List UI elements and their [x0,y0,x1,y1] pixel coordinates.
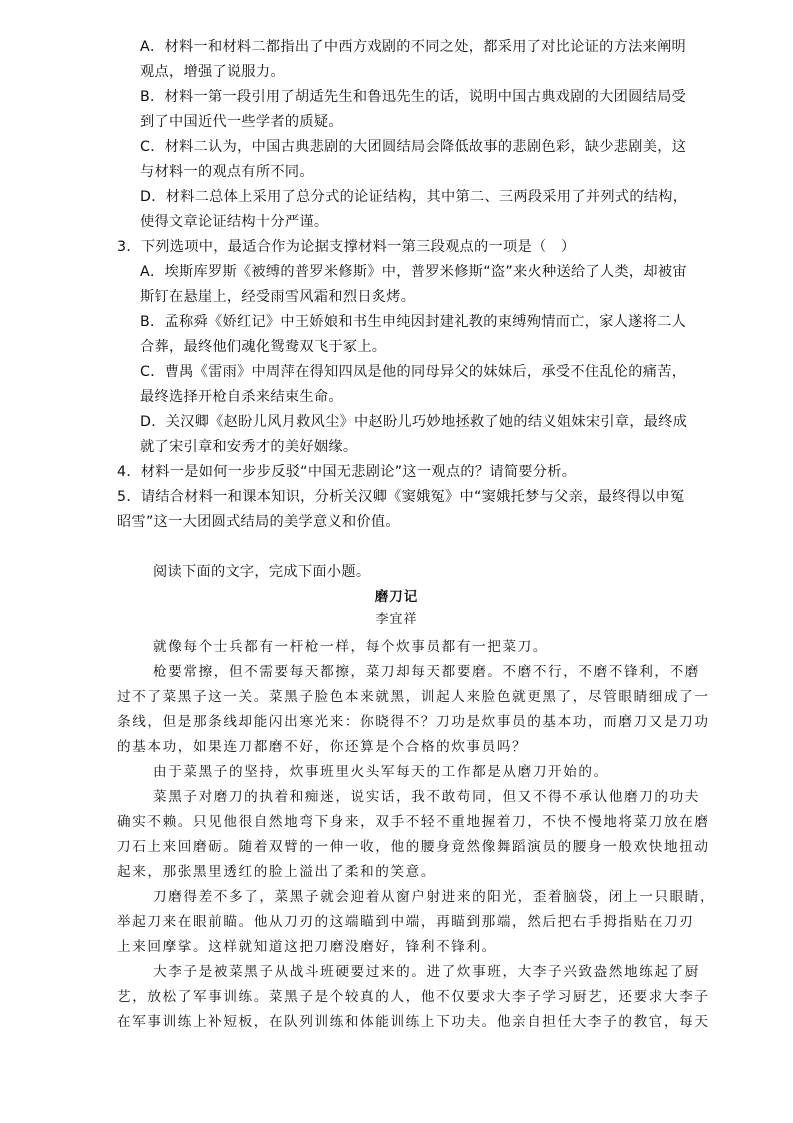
story-line: 条线，但是那条线却能闪出寒光来：你晓得不？刀功是炊事员的基本功，而磨刀又是刀功 [117,714,710,730]
story-line: 由于菜黑子的坚持，炊事班里火头军每天的工作都是从磨刀开始的。 [153,764,609,780]
story-line: 菜黑子对磨刀的执着和痴迷，说实话，我不敢苟同，但又不得不承认他磨刀的功夫 [153,789,700,805]
q3-option-d-line2: 就了宋引章和安秀才的美好姻缘。 [140,439,358,455]
q2-option-c-line2: 与材料一的观点有所不同。 [140,164,314,180]
q2-option-a-line2: 观点，增强了说服力。 [140,64,285,80]
story-line: 刀磨得差不多了，菜黑子就会迎着从窗户射进来的阳光，歪着脑袋，闭上一只眼睛， [153,889,716,905]
story-line: 的基本功，如果连刀都磨不好，你还算是个合格的炊事员吗？ [117,739,528,755]
story-line: 枪要常擦，但不需要每天都擦，菜刀却每天都要磨。不磨不行，不磨不锋利，不磨 [153,664,700,680]
story-title: 磨刀记 [374,589,419,605]
q2-option-b-line1: B．材料一第一段引用了胡适先生和鲁迅先生的话，说明中国古典戏剧的大团圆结局受 [140,89,687,105]
q3-option-b-line2: 合葬，最终他们魂化鸳鸯双飞于冢上。 [140,339,387,355]
q3-option-d-line1: D．关汉卿《赵盼儿风月救风尘》中赵盼儿巧妙地拯救了她的结义姐妹宋引章，最终成 [140,414,688,430]
q3-option-c-line1: C．曹禺《雷雨》中周萍在得知四凤是他的同母异父的妹妹后，承受不住乱伦的痛苦， [140,364,687,380]
story-line: 举起刀来在眼前瞄。他从刀刃的这端瞄到中端，再瞄到那端，然后把右手拇指贴在刀刃 [117,914,695,930]
reading-instruction: 阅读下面的文字，完成下面小题。 [153,564,371,580]
story-line: 确实不赖。只见他很自然地弯下身来，双手不轻不重地握着刀，不快不慢地将菜刀放在磨 [117,814,710,830]
q5-stem-line1: 5．请结合材料一和课本知识，分析关汉卿《窦娥冤》中“窦娥托梦与父亲，最终得以申冤 [117,489,685,505]
story-line: 大李子是被菜黑子从战斗班硬要过来的。进了炊事班，大李子兴致盎然地练起了厨 [153,964,700,980]
q2-option-d-line2: 使得文章论证结构十分严谨。 [140,214,329,230]
story-line: 就像每个士兵都有一杆枪一样，每个炊事员都有一把菜刀。 [153,639,549,655]
q3-option-b-line1: B．孟称舜《娇红记》中王娇娘和书生申纯因封建礼教的束缚殉情而亡，家人遂将二人 [140,314,687,330]
q2-option-b-line2: 到了中国近代一些学者的质疑。 [140,114,343,130]
story-line: 起来，那张黑里透红的脸上溢出了柔和的笑意。 [117,864,437,880]
story-line: 刀石上来回磨砺。随着双臂的一伸一收，他的腰身竟然像舞蹈演员的腰身一般欢快地扭动 [117,839,710,855]
story-author: 李宜祥 [375,612,418,627]
q5-stem-line2: 昭雪”这一大团圆式结局的美学意义和价值。 [117,514,400,530]
q2-option-c-line1: C．材料二认为，中国古典悲剧的大团圆结局会降低故事的悲剧色彩，缺少悲剧美，这 [140,139,687,155]
q3-stem: 3．下列选项中，最适合作为论据支撑材料一第三段观点的一项是（ ） [117,239,576,255]
story-line: 过不了菜黑子这一关。菜黑子脸色本来就黑，训起人来脸色就更黑了，尽管眼睛细成了一 [117,689,710,705]
q2-option-d-line1: D．材料二总体上采用了总分式的论证结构，其中第二、三两段采用了并列式的结构， [140,189,688,205]
story-line: 艺，放松了军事训练。菜黑子是个较真的人，他不仅要求大李子学习厨艺，还要求大李子 [117,989,710,1005]
story-line: 上来回摩挲。这样就知道这把刀磨没磨好，锋利不锋利。 [117,939,497,955]
q4-stem: 4．材料一是如何一步步反驳“中国无悲剧论”这一观点的？请简要分析。 [117,464,577,480]
q3-option-a-line2: 斯钉在悬崖上，经受雨雪风霜和烈日炙烤。 [140,289,416,305]
story-line: 在军事训练上补短板，在队列训练和体能训练上下功夫。他亲自担任大李子的教官，每天 [117,1014,710,1030]
q2-option-a-line1: A．材料一和材料二都指出了中西方戏剧的不同之处，都采用了对比论证的方法来阐明 [140,39,687,55]
q3-option-a-line1: A．埃斯库罗斯《被缚的普罗米修斯》中，普罗米修斯“盗”来火种送给了人类，却被宙 [140,264,687,280]
q3-option-c-line2: 最终选择开枪自杀来结束生命。 [140,389,343,405]
